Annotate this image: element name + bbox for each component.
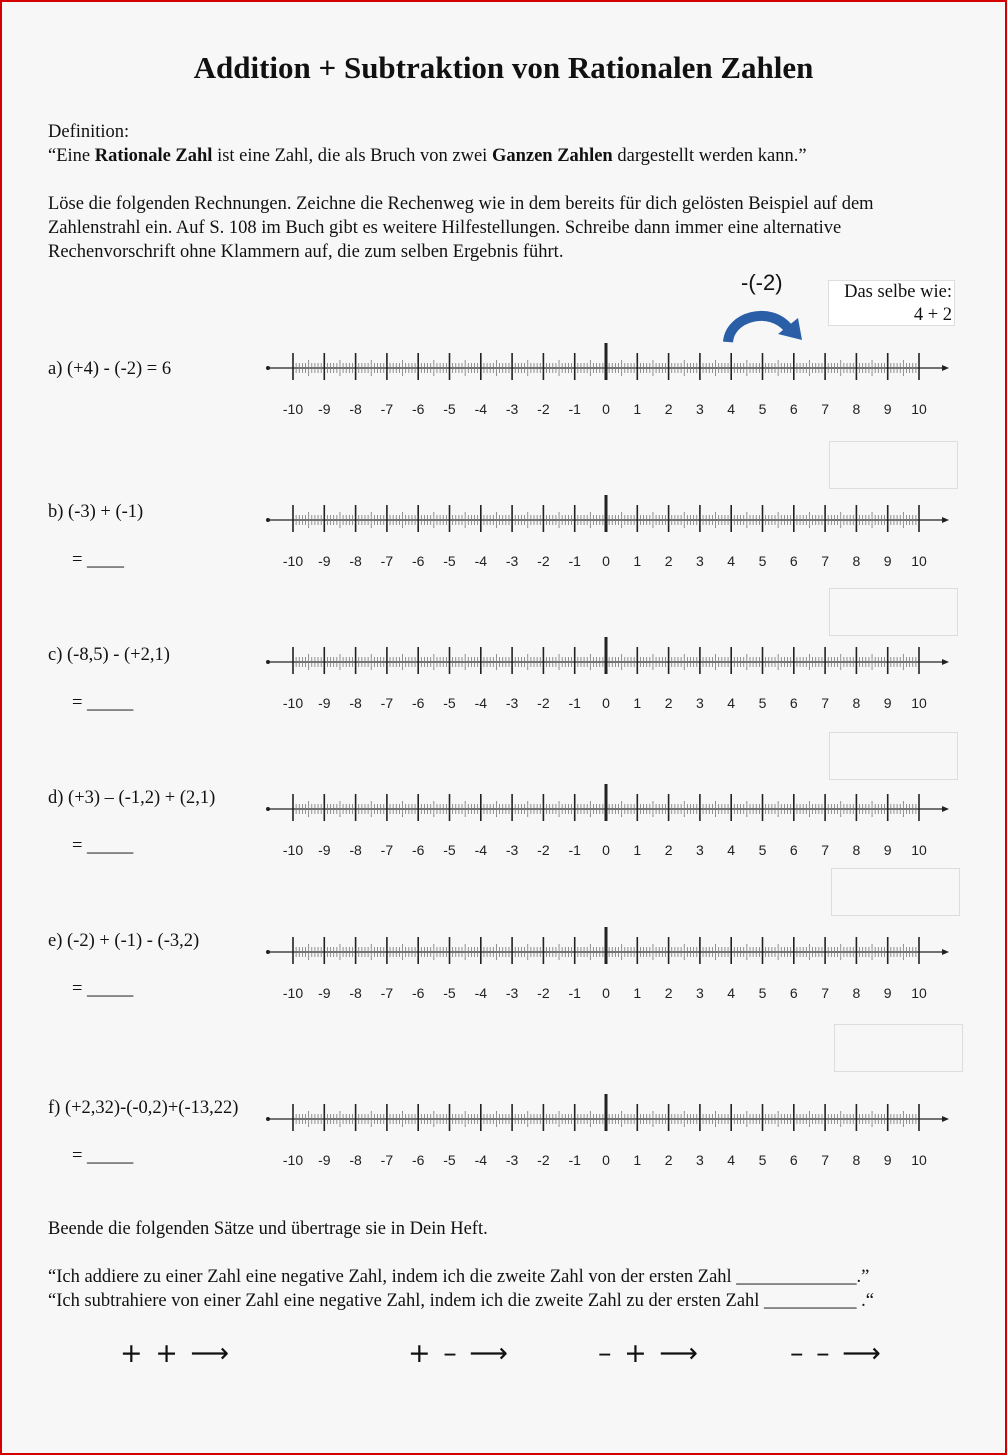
tick-label: -6 [411,985,425,1001]
tick-label: 2 [664,695,673,711]
tick-label: 5 [758,401,767,417]
tick-label: -9 [318,985,331,1001]
tick-label: 6 [789,695,798,711]
tick-label: 7 [821,401,829,417]
tick-label: 7 [821,553,829,569]
tick-label: -3 [505,842,519,858]
instruction-line-1: Löse die folgenden Rechnungen. Zeichne die Rechenweg wie in dem bereits für dich gelösten Beispiel auf dem [48,194,874,214]
tick-label: 2 [664,842,673,858]
tick-label: 8 [852,695,861,711]
tick-label: 9 [883,842,892,858]
sign-rule-minus-minus: – – ⟶ [790,1338,883,1369]
number-line-a[interactable] [262,340,952,422]
tick-label: -9 [318,695,331,711]
tick-label: -5 [443,842,456,858]
example-arrow-label: -(-2) [741,270,783,295]
tick-label: -1 [568,842,581,858]
tick-label: 10 [911,985,927,1001]
tick-label: -1 [568,1152,581,1168]
tick-label: 4 [727,1152,736,1168]
tick-label: -4 [474,985,488,1001]
tick-label: 3 [696,842,704,858]
task-b-alternative-box[interactable] [829,441,958,489]
tick-label: -8 [349,695,362,711]
sentence-2: “Ich subtrahiere von einer Zahl eine negative Zahl, indem ich die zweite Zahl zu der ersten Zahl __________ .“ [48,1291,875,1311]
tick-label: -4 [474,553,488,569]
tick-label: -2 [537,1152,550,1168]
tick-label: 2 [664,401,673,417]
task-e-alternative-box[interactable] [831,868,960,916]
tick-label: -5 [443,401,456,417]
tick-label: 9 [883,985,892,1001]
tick-label: -2 [537,842,550,858]
tick-label: 10 [911,1152,927,1168]
tick-label: -2 [537,695,550,711]
tick-label: 5 [758,842,767,858]
tick-label: 6 [789,553,798,569]
tick-label: 8 [852,401,861,417]
tick-label: 0 [602,985,610,1001]
tick-label: -4 [474,401,488,417]
term-rationale-zahl: Rationale Zahl [94,146,213,166]
tick-label: -4 [474,842,488,858]
closing-instruction: Beende die folgenden Sätze und übertrage sie in Dein Heft. [48,1219,488,1239]
tick-label: 8 [852,1152,861,1168]
tick-label: -7 [380,1152,394,1168]
tick-label: 3 [696,1152,704,1168]
tick-label: -8 [349,401,362,417]
tick-label: 0 [602,1152,610,1168]
axis-arrowhead [942,517,949,523]
tick-label: 7 [821,842,829,858]
tick-label: 5 [758,695,767,711]
number-line-e[interactable] [262,924,952,1006]
sign-rule-plus-minus: + – ⟶ [408,1338,510,1369]
tick-label: -6 [411,1152,425,1168]
tick-label: 0 [602,695,610,711]
tick-label: 1 [633,985,642,1001]
tick-label: -3 [505,401,519,417]
tick-label: 6 [789,401,798,417]
term-ganze-zahlen: Ganzen Zahlen [491,146,613,166]
tick-label: 0 [602,553,610,569]
tick-label: -2 [537,401,550,417]
tick-label: 4 [727,842,736,858]
tick-label: 1 [633,695,642,711]
tick-label: 1 [633,1152,642,1168]
tick-label: 4 [727,401,736,417]
tick-label: 2 [664,985,673,1001]
tick-label: -9 [318,553,331,569]
tick-label: 4 [727,985,736,1001]
sentence-1: “Ich addiere zu einer Zahl eine negative Zahl, indem ich die zweite Zahl von der ersten Zahl _____________.” [48,1267,870,1287]
tick-label: 7 [821,695,829,711]
tick-label: -7 [380,401,394,417]
tick-label: 3 [696,695,704,711]
tick-label: 10 [911,401,927,417]
tick-label: -7 [380,985,394,1001]
task-b-label: b) (-3) + (-1) [48,502,144,522]
task-e-answer-blank[interactable]: = _____ [72,979,134,999]
tick-label: -1 [568,695,581,711]
tick-label: 4 [727,553,736,569]
tick-label: 0 [602,401,610,417]
tick-label: 3 [696,985,704,1001]
axis-arrowhead [942,806,949,812]
tick-label: 3 [696,553,704,569]
task-c-label: c) (-8,5) - (+2,1) [48,645,170,665]
tick-label: 1 [633,842,642,858]
tick-label: -10 [282,842,304,858]
tick-label: -3 [505,553,519,569]
tick-label: 2 [664,553,673,569]
definition-text: “Eine Rationale Zahl ist eine Zahl, die als Bruch von zwei Ganzen Zahlen dargestellt werden kann.” [48,146,807,166]
task-d-label: d) (+3) – (-1,2) + (2,1) [48,788,216,808]
tick-label: -9 [318,1152,331,1168]
task-f-label: f) (+2,32)-(-0,2)+(-13,22) [48,1098,239,1118]
tick-label: 6 [789,1152,798,1168]
tick-label: -10 [282,553,304,569]
task-a-label: a) (+4) - (-2) = 6 [48,359,172,379]
tick-label: 9 [883,401,892,417]
task-d-answer-blank[interactable]: = _____ [72,836,134,856]
tick-label: -3 [505,695,519,711]
tick-label: 5 [758,985,767,1001]
tick-label: 8 [852,842,861,858]
task-f-answer-blank[interactable]: = _____ [72,1146,134,1166]
tick-label: -8 [349,553,362,569]
axis-arrowhead [942,949,949,955]
sign-rule-plus-plus: + + ⟶ [120,1338,232,1369]
tick-label: -6 [411,695,425,711]
tick-label: 7 [821,985,829,1001]
tick-label: 9 [883,695,892,711]
tick-label: -1 [568,401,581,417]
tick-label: -1 [568,553,581,569]
tick-label: 3 [696,401,704,417]
tick-label: -10 [282,1152,304,1168]
tick-label: 8 [852,553,861,569]
tick-label: 9 [883,553,892,569]
tick-label: -3 [505,1152,519,1168]
task-b-answer-blank[interactable]: = ____ [72,550,125,570]
instruction-line-3: Rechenvorschrift ohne Klammern auf, die zum selben Ergebnis führt. [48,242,564,262]
tick-label: 10 [911,842,927,858]
tick-label: -4 [474,1152,488,1168]
task-d-alternative-box[interactable] [829,732,958,780]
number-line-c[interactable] [262,634,952,716]
tick-label: -10 [282,401,304,417]
tick-label: 6 [789,985,798,1001]
task-c-answer-blank[interactable]: = _____ [72,693,134,713]
sign-rule-minus-plus: – + ⟶ [598,1338,700,1369]
tick-label: -7 [380,842,394,858]
axis-arrowhead [942,365,949,371]
number-line-f[interactable] [262,1091,952,1173]
tick-label: -8 [349,985,362,1001]
axis-arrowhead [942,1116,949,1122]
tick-label: -8 [349,1152,362,1168]
tick-label: -9 [318,401,331,417]
tick-label: -7 [380,695,394,711]
example-answer-box: Das selbe wie: 4 + 2 [828,280,955,326]
task-c-alternative-box[interactable] [829,588,958,636]
tick-label: 2 [664,1152,673,1168]
curved-arrow-icon [720,304,810,344]
tick-label: 10 [911,553,927,569]
tick-label: -7 [380,553,394,569]
tick-label: -10 [282,695,304,711]
tick-label: -5 [443,1152,456,1168]
tick-label: -3 [505,985,519,1001]
tick-label: 1 [633,401,642,417]
number-line-d[interactable] [262,781,952,863]
tick-label: -10 [282,985,304,1001]
tick-label: 6 [789,842,798,858]
tick-label: -2 [537,985,550,1001]
axis-arrowhead [942,659,949,665]
tick-label: 5 [758,1152,767,1168]
tick-label: 1 [633,553,642,569]
tick-label: 0 [602,842,610,858]
tick-label: 7 [821,1152,829,1168]
tick-label: 9 [883,1152,892,1168]
tick-label: 5 [758,553,767,569]
tick-label: -6 [411,842,425,858]
page-title: Addition + Subtraktion von Rationalen Zahlen [193,50,814,85]
tick-label: -9 [318,842,331,858]
tick-label: 4 [727,695,736,711]
instruction-line-2: Zahlenstrahl ein. Auf S. 108 im Buch gibt es weitere Hilfestellungen. Schreibe dann immer eine alternative [48,218,842,238]
tick-label: -6 [411,553,425,569]
tick-label: -8 [349,842,362,858]
tick-label: -1 [568,985,581,1001]
tick-label: -5 [443,695,456,711]
task-e-label: e) (-2) + (-1) - (-3,2) [48,931,200,951]
tick-label: -6 [411,401,425,417]
definition-heading: Definition: [48,122,130,142]
tick-label: 10 [911,695,927,711]
number-line-b[interactable] [262,492,952,574]
tick-label: -5 [443,985,456,1001]
task-f-alternative-box[interactable] [834,1024,963,1072]
tick-label: 8 [852,985,861,1001]
tick-label: -4 [474,695,488,711]
tick-label: -5 [443,553,456,569]
tick-label: -2 [537,553,550,569]
